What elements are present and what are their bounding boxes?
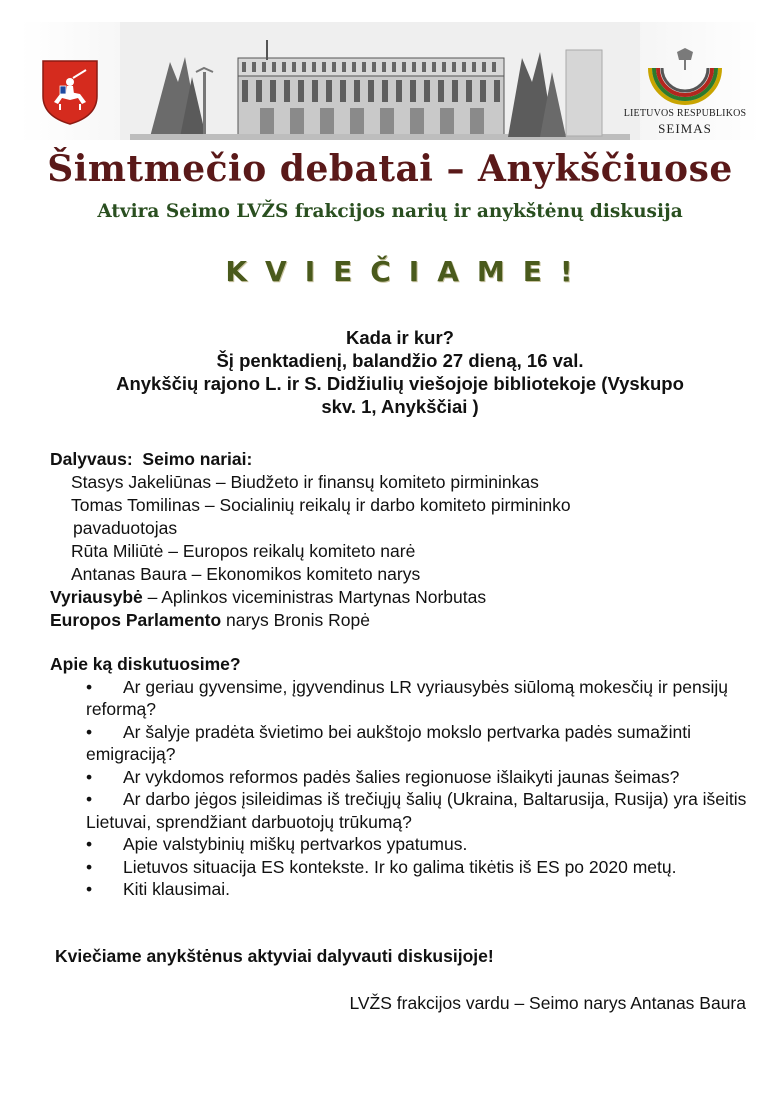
topic-text: Ar geriau gyvensime, įgyvendinus LR vyriausybės siūlomą mokesčių ir pensijų reformą?	[86, 676, 728, 719]
participants-heading	[50, 448, 750, 471]
bullet-icon: •	[86, 676, 93, 697]
event-place-line2: skv. 1, Anykščiai )	[321, 396, 479, 417]
page-subtitle: Atvira Seimo LVŽS frakcijos narių ir anykštėnų diskusija	[97, 201, 683, 222]
invitation-heading: KVIEČIAME!	[225, 255, 591, 288]
bullet-icon: •	[86, 789, 93, 809]
list-item	[50, 788, 750, 833]
ep-text: narys Bronis Ropė	[221, 610, 370, 630]
bullet-icon: •	[86, 721, 93, 742]
government-text: – Aplinkos viceministras Martynas Norbutas	[142, 587, 487, 607]
member-line: Stasys Jakeliūnas – Biudžeto ir finansų komiteto pirmininkas	[71, 472, 539, 492]
list-item	[50, 833, 750, 856]
member-line: Tomas Tomilinas – Socialinių reikalų ir darbo komiteto pirmininko	[71, 495, 571, 515]
member-line: pavaduotojas	[73, 518, 178, 538]
seimas-caption-line1: LIETUVOS RESPUBLIKOS	[623, 108, 747, 119]
topic-text: Apie valstybinių miškų pertvarkos ypatumus.	[123, 834, 468, 854]
topic-text: Kiti klausimai.	[123, 879, 230, 899]
event-place-line1: Anykščių rajono L. ir S. Didžiulių viešojoje bibliotekoje (Vyskupo	[116, 373, 684, 394]
topics-heading: Apie ką diskutuosime?	[50, 654, 241, 674]
topics-section	[50, 653, 750, 901]
seimas-logo	[620, 46, 750, 140]
member-line: Antanas Baura – Ekonomikos komiteto narys	[71, 564, 421, 584]
closing-invitation: Kviečiame anykštėnus aktyviai dalyvauti diskusijoje!	[55, 946, 494, 966]
topic-text: Ar šalyje pradėta švietimo bei aukštojo mokslo pertvarka padės sumažinti emigraciją?	[86, 721, 692, 764]
header-banner	[20, 22, 760, 140]
page-title: Šimtmečio debatai – Anykščiuose	[47, 148, 733, 190]
coat-of-arms-icon	[40, 58, 100, 126]
event-date: Šį penktadienį, balandžio 27 dieną, 16 val.	[216, 350, 584, 371]
bullet-icon: •	[86, 856, 93, 877]
seimas-caption-line2: SEIMAS	[658, 121, 712, 136]
participants-section	[50, 448, 750, 632]
list-item	[50, 721, 750, 766]
when-question: Kada ir kur?	[346, 327, 454, 348]
participants-label: Dalyvaus:	[50, 449, 133, 469]
government-line	[50, 586, 750, 609]
topic-text: Ar vykdomos reformos padės šalies regionuose išlaikyti jaunas šeimas?	[123, 766, 680, 787]
bullet-icon: •	[86, 766, 93, 787]
list-item	[50, 856, 750, 879]
list-item	[50, 878, 750, 901]
ep-label: Europos Parlamento	[50, 610, 222, 630]
ep-line	[50, 609, 750, 632]
list-item	[50, 676, 750, 721]
government-label: Vyriausybė	[50, 587, 143, 607]
bullet-icon: •	[86, 834, 93, 854]
member-line: Rūta Miliūtė – Europos reikalų komiteto narė	[71, 541, 416, 561]
seimas-members-label: Seimo nariai:	[142, 449, 253, 469]
topics-list	[50, 676, 750, 901]
seimas-emblem-icon	[620, 46, 750, 106]
signature: LVŽS frakcijos vardu – Seimo narys Antanas Baura	[349, 993, 746, 1013]
topic-text: Lietuvos situacija ES kontekste. Ir ko galima tikėtis iš ES po 2020 metų.	[123, 856, 677, 877]
event-time-place	[40, 326, 760, 418]
list-item	[50, 766, 750, 789]
topic-text: Ar darbo jėgos įsileidimas iš trečiųjų šalių (Ukraina, Baltarusija, Rusija) yra išeitis Lietuvai, sprendžiant darbuotojų trūkumą?	[86, 789, 747, 832]
bullet-icon: •	[86, 879, 93, 899]
